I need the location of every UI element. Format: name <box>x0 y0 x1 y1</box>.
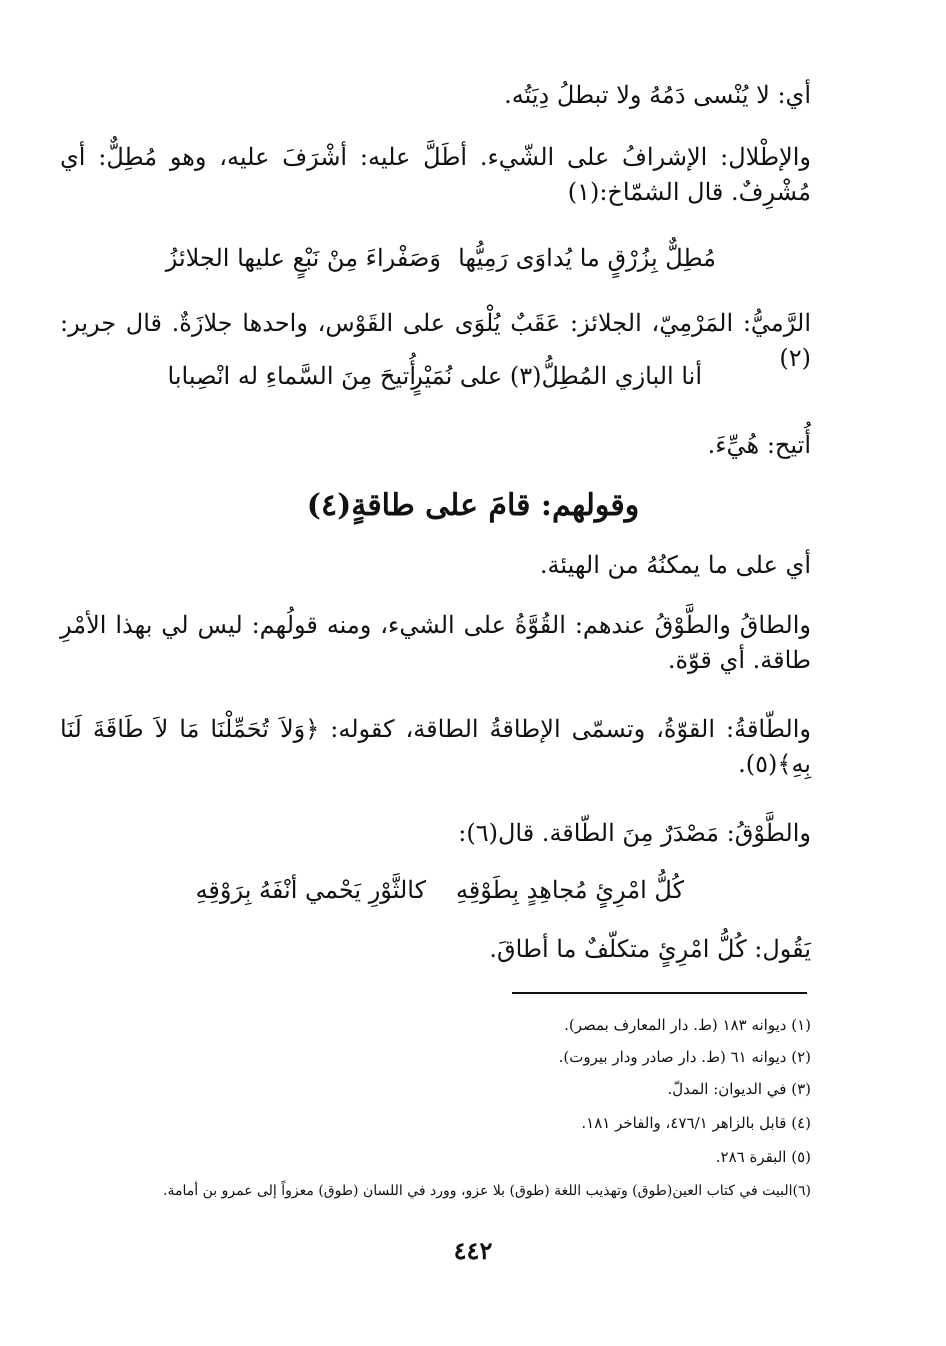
verse-3-first-hemistich: كُلُّ امْرِئٍ مُجاهِدٍ بِطَوْقِهِ <box>455 876 684 904</box>
verse-1-second-hemistich: وَصَفْراءَ مِنْ نَبْعٍ عليها الجلائزُ <box>165 244 441 272</box>
verse-2-first-hemistich: أنا البازي المُطِلُّ(٣) على نُمَيْرٍ <box>411 362 702 390</box>
verse-3-second-hemistich: كالثَّوْرِ يَحْمي أنْفَهُ بِرَوْقِهِ <box>195 876 426 904</box>
verse-2-second-hemistich: أُتيحَ مِنَ السَّماءِ له انْصِبابا <box>167 362 416 390</box>
paragraph-meaning: أي: لا يُنْسى دَمُهُ ولا تبطلُ دِيَتُه. <box>504 81 811 109</box>
paragraph-taqa: والطّاقةُ: القوّةُ، وتسمّى الإطاقةُ الطاقة، كقوله: ﴿وَلاَ تُحَمِّلْنَا مَا لاَ طَاقَةَ لَنَا بِهِ﴾(٥). <box>60 715 811 778</box>
paragraph-itlal: والإطْلال: الإشرافُ على الشّيء. أطَلَّ عليه: أشْرَفَ عليه، وهو مُطِلٌّ: أي مُشْرِفٌ. قال الشمّاخ:(١) <box>60 143 811 206</box>
footnote-5: (٥) البقرة ٢٨٦. <box>715 1148 811 1166</box>
footnote-3: (٣) في الديوان: المدلّ. <box>667 1080 811 1098</box>
paragraph-utiha: أُتيح: هُيِّءَ. <box>707 431 811 459</box>
paragraph-hay-a: أي على ما يمكنُهُ من الهيئة. <box>539 551 811 579</box>
footnote-6: (٦)البيت في كتاب العين(طوق) وتهذيب اللغة (طوق) بلا عزو، وورد في اللسان (طوق) معزواً إلى عمرو بن أمامة. <box>163 1183 811 1199</box>
footnote-1: (١) ديوانه ١٨٣ (ط. دار المعارف بمصر). <box>564 1016 811 1034</box>
paragraph-tawq: والطَّوْقُ: مَصْدَرٌ مِنَ الطّاقة. قال(٦): <box>458 819 811 847</box>
footnote-separator <box>512 992 807 994</box>
section-heading: وقولهم: قامَ على طاقةٍ(٤) <box>306 488 640 523</box>
paragraph-taq: والطاقُ والطَّوْقُ عندهم: القُوَّةُ على الشيء، ومنه قولُهم: ليس لي بهذا الأمْرِ طاقة. أي قوّة. <box>60 611 811 674</box>
footnote-4: (٤) قابل بالزاهر ٤٧٦/١، والفاخر ١٨١. <box>581 1114 811 1132</box>
verse-1-first-hemistich: مُطِلٌّ بِزُرْقٍ ما يُداوَى رَمِيُّها <box>458 244 716 272</box>
page-number: ٤٤٢ <box>453 1236 493 1265</box>
paragraph-explanation: يَقُول: كُلُّ امْرِئٍ متكلّفٌ ما أطاقَ. <box>489 935 811 963</box>
paragraph-ramiy: الرَّميُّ: المَرْمِيّ، الجلائز: عَقَبٌ يُلْوَى على القَوْس، واحدها جلازَةٌ. قال جرير:(٢) <box>60 309 811 372</box>
footnote-2: (٢) ديوانه ٦١ (ط. دار صادر ودار بيروت). <box>558 1048 811 1066</box>
